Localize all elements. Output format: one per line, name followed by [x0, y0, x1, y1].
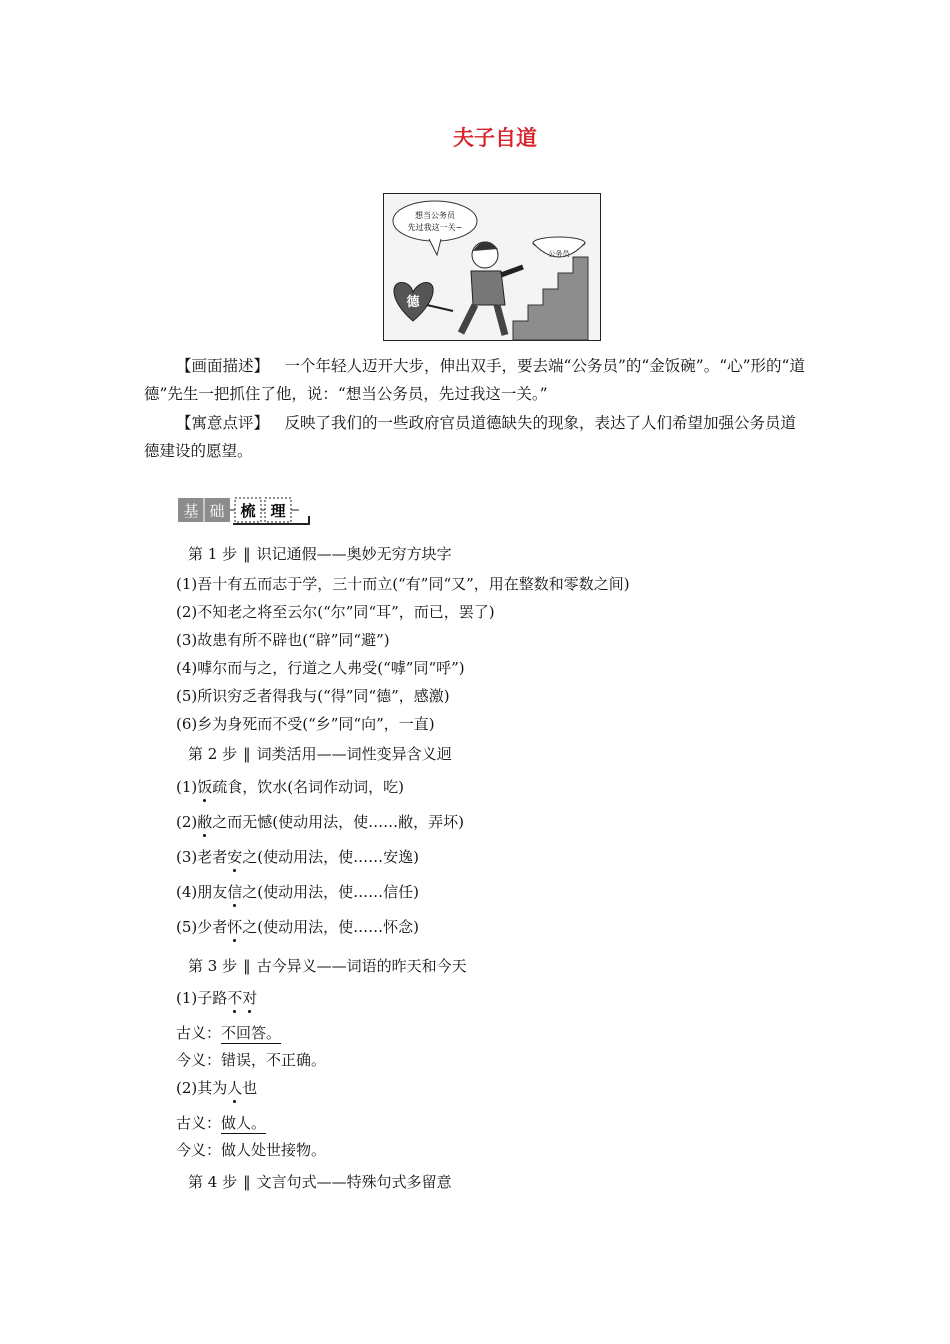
answer-underlined: 做人。	[221, 1114, 267, 1132]
answer-underlined: 不回答。	[221, 1024, 282, 1042]
description-text: 一个年轻人迈开大步，伸出双手，要去端“公务员”的“金饭碗”。“心”形的“道德”先生一把抓住了他，说：“想当公务员，先过我这一关。”	[144, 357, 805, 403]
list-item: (2)其为人也	[176, 1079, 258, 1097]
dotted-char: 怀	[227, 918, 243, 936]
list-item: (2)敝之而无憾(使动用法，使……敝，弄坏)	[176, 813, 464, 831]
description-paragraph	[144, 352, 809, 408]
step1-title: 识记通假——奥妙无穷方块字	[256, 545, 452, 563]
dotted-char: 不	[227, 989, 243, 1007]
step3-heading	[188, 955, 467, 976]
banner-char-4: 理	[270, 502, 286, 520]
step-separator: ‖	[243, 545, 251, 563]
ancient-meaning: 古义：不回答。	[176, 1024, 282, 1042]
bowl-label: 公务员	[548, 250, 570, 258]
heart-label: 德	[406, 295, 420, 310]
dotted-char: 信	[227, 883, 243, 901]
list-item: (6)乡为身死而不受(“乡”同“向”，一直)	[176, 715, 435, 733]
step-separator: ‖	[243, 1173, 251, 1191]
cartoon-image	[383, 193, 601, 341]
list-item: (5)少者怀之(使动用法，使……怀念)	[176, 918, 419, 936]
step2-label: 第 2 步	[188, 745, 238, 763]
ancient-meaning: 古义：做人。	[176, 1114, 267, 1132]
step-separator: ‖	[243, 745, 251, 763]
dotted-char: 人	[227, 1079, 243, 1097]
step4-heading	[188, 1171, 452, 1192]
section-banner	[177, 494, 312, 528]
step1-label: 第 1 步	[188, 545, 238, 563]
list-item: (1)饭疏食，饮水(名词作动词，吃)	[176, 778, 404, 796]
modern-meaning: 今义：做人处世接物。	[176, 1141, 327, 1159]
list-item: (4)朋友信之(使动用法，使……信任)	[176, 883, 419, 901]
page-title: 夫子自道	[453, 126, 537, 150]
comment-tag: 【寓意点评】	[176, 414, 270, 432]
list-item: (1)吾十有五而志于学，三十而立(“有”同“又”，用在整数和零数之间)	[176, 575, 630, 593]
dotted-char: 对	[242, 989, 258, 1007]
step-separator: ‖	[243, 957, 251, 975]
step4-label: 第 4 步	[188, 1173, 238, 1191]
modern-meaning: 今义：错误，不正确。	[176, 1051, 327, 1069]
list-item: (2)不知老之将至云尔(“尔”同“耳”，而已，罢了)	[176, 603, 495, 621]
dotted-char: 敝	[197, 813, 213, 831]
step2-heading	[188, 743, 452, 764]
list-item: (5)所识穷乏者得我与(“得”同“德”，感激)	[176, 687, 450, 705]
banner-char-2: 础	[209, 502, 225, 520]
step4-title: 文言句式——特殊句式多留意	[256, 1173, 452, 1191]
dotted-char: 安	[227, 848, 243, 866]
list-item: (4)嘑尔而与之，行道之人弗受(“嘑”同“呼”)	[176, 659, 465, 677]
speech-line2: 先过我这一关~	[407, 223, 463, 232]
speech-line1: 想当公务员	[415, 211, 455, 220]
list-item: (3)故患有所不辟也(“辟”同“避”)	[176, 631, 390, 649]
dotted-char: 饭	[197, 778, 213, 796]
banner-char-1: 基	[183, 502, 199, 520]
step1-heading	[188, 543, 452, 564]
step2-title: 词类活用——词性变异含义迥	[256, 745, 452, 763]
step3-title: 古今异义——词语的昨天和今天	[256, 957, 467, 975]
comment-text: 反映了我们的一些政府官员道德缺失的现象，表达了人们希望加强公务员道德建设的愿望。	[144, 414, 797, 460]
comment-paragraph	[144, 409, 809, 465]
list-item: (1)子路不对	[176, 989, 258, 1007]
step3-label: 第 3 步	[188, 957, 238, 975]
list-item: (3)老者安之(使动用法，使……安逸)	[176, 848, 419, 866]
banner-char-3: 梳	[240, 502, 256, 520]
description-tag: 【画面描述】	[176, 357, 270, 375]
